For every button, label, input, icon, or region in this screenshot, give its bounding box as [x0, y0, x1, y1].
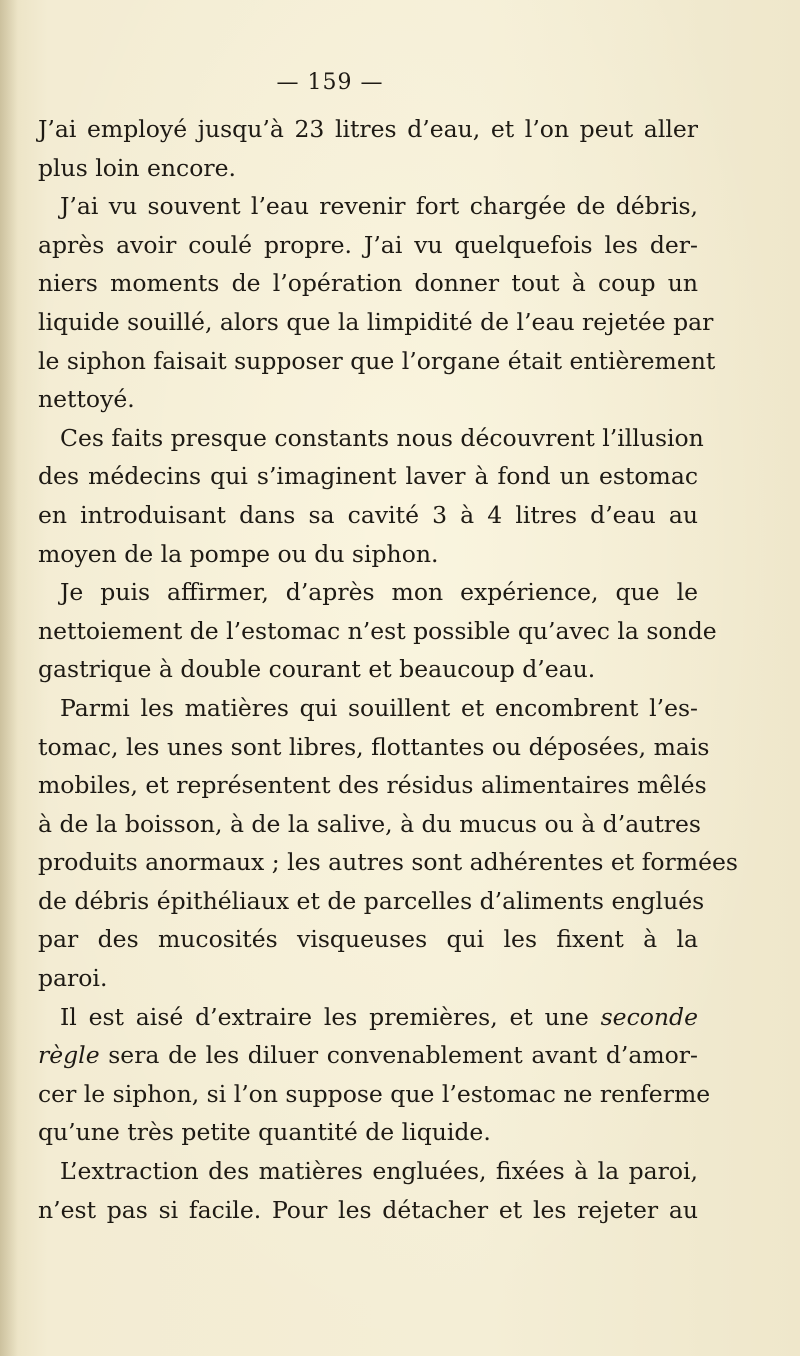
- text-line: nettoyé.: [38, 385, 135, 414]
- page-number: — 159 —: [276, 70, 384, 95]
- text-line: en introduisant dans sa cavité 3 à 4 litres d’eau au: [38, 500, 698, 529]
- text-line: gastrique à double courant et beaucoup d’eau.: [38, 655, 596, 684]
- text-line: plus loin encore.: [38, 153, 236, 182]
- text-line: qu’une très petite quantité de liquide.: [38, 1118, 491, 1147]
- text-line: L’extraction des matières engluées, fixées à la paroi,: [60, 1157, 698, 1186]
- text-line: Parmi les matières qui souillent et encombrent l’es-: [60, 693, 698, 722]
- text-line: des médecins qui s’imaginent laver à fond un estomac: [38, 462, 698, 491]
- text-line: tomac, les unes sont libres, flottantes ou déposées, mais: [38, 732, 710, 761]
- text-line: moyen de la pompe ou du siphon.: [38, 539, 439, 568]
- text-line: [38, 1036, 698, 1075]
- body-text: [38, 110, 738, 1229]
- text-line: mobiles, et représentent des résidus alimentaires mêlés: [38, 771, 707, 800]
- italic-word: règle: [38, 1041, 100, 1070]
- text-line: le siphon faisait supposer que l’organe était entièrement: [38, 346, 716, 375]
- page-edge-shadow: [0, 0, 18, 1356]
- text-line: J’ai vu souvent l’eau revenir fort chargée de débris,: [60, 192, 698, 221]
- text-line: J’ai employé jusqu’à 23 litres d’eau, et l’on peut aller: [38, 115, 698, 143]
- text-line: nettoiement de l’estomac n’est possible qu’avec la sonde: [38, 616, 717, 645]
- text-line: par des mucosités visqueuses qui les fixent à la: [38, 925, 698, 954]
- text-line: [38, 998, 698, 1037]
- text-line: niers moments de l’opération donner tout à coup un: [38, 269, 698, 298]
- italic-word: seconde: [600, 1002, 698, 1031]
- text-line: après avoir coulé propre. J’ai vu quelquefois les der-: [38, 230, 698, 259]
- text-line: cer le siphon, si l’on suppose que l’estomac ne renferme: [38, 1079, 711, 1108]
- text-line: produits anormaux ; les autres sont adhérentes et formées: [38, 848, 738, 877]
- text-fragment: sera de les diluer convenablement avant d’amor-: [108, 1041, 698, 1070]
- text-line: paroi.: [38, 964, 108, 993]
- text-line: de débris épithéliaux et de parcelles d’aliments englués: [38, 886, 705, 915]
- text-line: à de la boisson, à de la salive, à du mucus ou à d’autres: [38, 809, 701, 838]
- text-line: Ces faits presque constants nous découvrent l’illusion: [60, 423, 704, 452]
- text-line: liquide souillé, alors que la limpidité de l’eau rejetée par: [38, 307, 714, 336]
- text-fragment: Il est aisé d’extraire les premières, et une: [60, 1002, 589, 1031]
- text-line: Je puis affirmer, d’après mon expérience, que le: [60, 578, 698, 607]
- text-line: n’est pas si facile. Pour les détacher et les rejeter au: [38, 1195, 698, 1224]
